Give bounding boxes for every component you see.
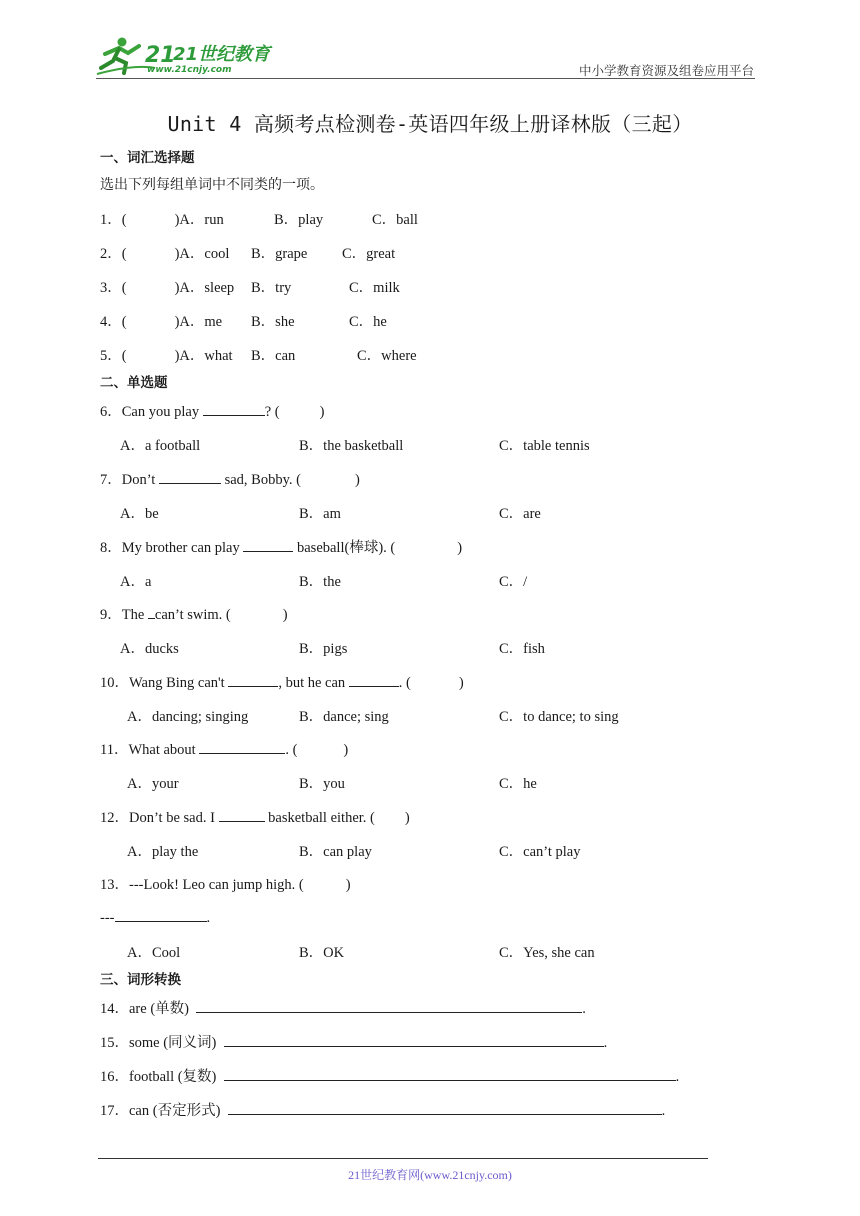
close-paren: ) (282, 607, 288, 623)
option-a: )A．sleep (174, 280, 235, 296)
option-a: A．play the (127, 844, 199, 860)
footer-divider (98, 1158, 708, 1159)
question-stem-end: can’t swim. ( (154, 607, 231, 623)
question-7 (100, 468, 360, 489)
option-c: C．he (349, 314, 387, 330)
option-c: C．can’t play (499, 844, 581, 860)
fill-blank[interactable] (159, 469, 221, 484)
option-b: B．she (251, 314, 295, 330)
option-a: )A．me (174, 314, 223, 330)
option-c: C．milk (349, 280, 400, 296)
option-c: C．table tennis (499, 438, 590, 454)
page-title: Unit 4 高频考点检测卷-英语四年级上册译林版（三起） (167, 112, 693, 136)
answer-prefix: --- (100, 910, 115, 926)
fill-blank[interactable] (228, 672, 278, 687)
header-divider (96, 78, 755, 79)
answer-line[interactable] (224, 1067, 676, 1081)
question-5 (100, 344, 233, 365)
option-c: C．to dance; to sing (499, 709, 619, 725)
answer-suffix: . (206, 910, 211, 926)
question-stem-end: baseball(棒球). ( (293, 540, 396, 556)
line-end: . (661, 1103, 666, 1119)
question-stem: 9．The (100, 607, 148, 623)
question-14 (100, 997, 586, 1018)
option-b: B．can play (299, 844, 372, 860)
question-10 (100, 671, 464, 692)
question-9 (100, 603, 288, 624)
question-15 (100, 1031, 607, 1052)
option-b: B．the (299, 574, 341, 590)
option-b: B．play (274, 212, 324, 228)
option-c: C．great (342, 246, 396, 262)
option-a: A．ducks (120, 641, 179, 657)
fill-blank[interactable] (243, 537, 293, 552)
fill-blank[interactable] (203, 401, 265, 416)
option-b: B．dance; sing (299, 709, 389, 725)
question-stem: 7．Don’t (100, 472, 159, 488)
question-3 (100, 276, 234, 297)
option-b: B．you (299, 776, 345, 792)
question-stem-end: ? ( (264, 404, 280, 420)
question-stem: 17．can (否定形式) (100, 1103, 221, 1119)
close-paren: ) (457, 540, 463, 556)
close-paren: ) (343, 742, 349, 758)
close-paren: ) (404, 810, 410, 826)
question-1 (100, 208, 224, 229)
question-stem: 16．football (复数) (100, 1069, 217, 1085)
question-stem: 6．Can you play (100, 404, 203, 420)
question-stem: 14．are (单数) (100, 1001, 189, 1017)
question-stem: 8．My brother can play (100, 540, 244, 556)
line-end: . (675, 1069, 680, 1085)
question-stem-end: basketball either. ( (264, 810, 375, 826)
question-number: 3．( (100, 280, 127, 296)
question-stem: 10．Wang Bing can't (100, 675, 229, 691)
option-b: B．pigs (299, 641, 348, 657)
close-paren: ) (458, 675, 464, 691)
question-number: 5．( (100, 348, 127, 364)
question-11 (100, 738, 348, 759)
option-b: B．OK (299, 945, 345, 961)
fill-blank[interactable] (199, 739, 285, 754)
question-stem-end: . ( (285, 742, 298, 758)
option-a: A．your (127, 776, 179, 792)
fill-blank[interactable] (148, 604, 155, 619)
question-8 (100, 536, 462, 557)
question-stem: 11．What about (100, 742, 200, 758)
line-end: . (603, 1035, 608, 1051)
option-b: B．can (251, 348, 296, 364)
question-13-answer-line (100, 907, 210, 927)
option-b: B．am (299, 506, 341, 522)
section-instruction: 选出下列每组单词中不同类的一项。 (100, 177, 324, 193)
option-a: A．Cool (127, 945, 181, 961)
question-number: 2．( (100, 246, 127, 262)
line-end: . (582, 1001, 586, 1017)
question-13 (100, 873, 351, 894)
close-paren: ) (345, 877, 351, 893)
option-a: A．dancing; singing (127, 709, 249, 725)
fill-blank[interactable] (349, 672, 399, 687)
option-a: )A．cool (174, 246, 230, 262)
question-6 (100, 400, 324, 421)
option-a: )A．run (174, 212, 224, 228)
section-heading-choice: 二、单选题 (100, 375, 168, 391)
option-b: B．grape (251, 246, 308, 262)
question-16 (100, 1065, 679, 1086)
question-number: 1．( (100, 212, 127, 228)
question-stem-mid: , but he can (278, 675, 349, 691)
answer-line[interactable] (196, 999, 582, 1013)
option-c: C．are (499, 506, 541, 522)
question-stem: 13．---Look! Leo can jump high. ( (100, 877, 304, 893)
option-b: B．try (251, 280, 292, 296)
question-12 (100, 806, 410, 827)
close-paren: ) (354, 472, 360, 488)
question-stem: 15．some (同义词) (100, 1035, 217, 1051)
logo-url: www.21cnjy.com (147, 65, 232, 75)
option-c: C．fish (499, 641, 545, 657)
question-stem: 12．Don’t be sad. I (100, 810, 219, 826)
option-c: C．Yes, she can (499, 945, 595, 961)
close-paren: ) (319, 404, 325, 420)
svg-text:21: 21 (145, 43, 176, 68)
footer-link[interactable]: 21世纪教育网(www.21cnjy.com) (348, 1168, 512, 1182)
fill-blank[interactable] (219, 807, 265, 822)
option-c: C．where (357, 348, 417, 364)
header-platform-text: 中小学教育资源及组卷应用平台 (578, 63, 754, 78)
option-c: C．/ (499, 574, 528, 590)
logo (95, 34, 271, 78)
option-a: A．a football (120, 438, 201, 454)
question-2 (100, 242, 229, 263)
option-c: C．he (499, 776, 537, 792)
logo-text: 21世纪教育 (173, 44, 271, 65)
answer-line[interactable] (228, 1101, 662, 1115)
option-a: A．a (120, 574, 152, 590)
option-a: A．be (120, 506, 159, 522)
option-c: C．ball (372, 212, 418, 228)
section-heading-word-forms: 三、词形转换 (100, 972, 181, 988)
question-stem-end: sad, Bobby. ( (220, 472, 301, 488)
option-b: B．the basketball (299, 438, 404, 454)
question-4 (100, 310, 222, 331)
section-heading-vocab: 一、词汇选择题 (100, 150, 195, 166)
question-number: 4．( (100, 314, 127, 330)
question-17 (100, 1099, 665, 1120)
answer-line[interactable] (224, 1033, 604, 1047)
option-a: )A．what (174, 348, 233, 364)
question-stem-end: . ( (398, 675, 411, 691)
fill-blank[interactable] (115, 907, 207, 922)
